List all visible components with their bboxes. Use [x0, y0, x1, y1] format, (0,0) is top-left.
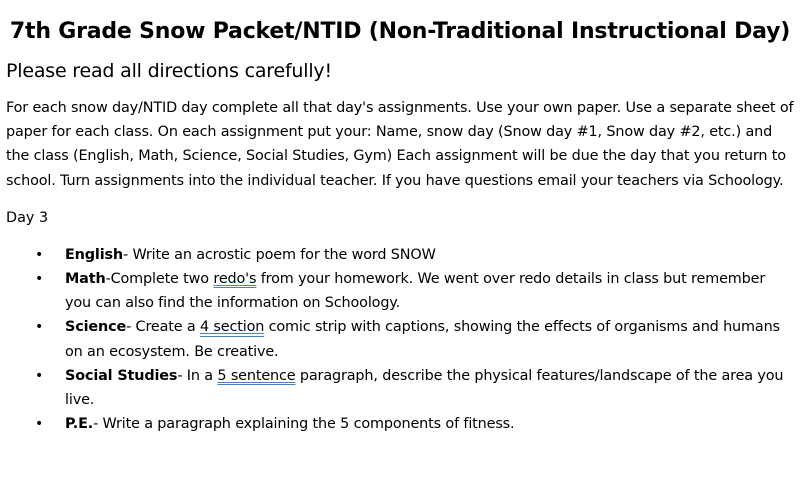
assignment-text: - Write an acrostic poem for the word SNOW [123, 246, 436, 263]
bullet-icon: • [35, 319, 44, 336]
bullet-icon: • [35, 367, 44, 384]
directions-heading: Please read all directions carefully! [6, 60, 332, 82]
assignment-pe [6, 412, 794, 436]
subject-label: P.E. [65, 416, 94, 433]
assignment-text: -Complete two [105, 271, 214, 288]
flagged-word: redo's [213, 271, 257, 288]
subject-label: Math [65, 271, 106, 288]
assignment-math [6, 267, 794, 315]
assignment-list [6, 243, 794, 437]
subject-label: English [65, 246, 124, 263]
bullet-icon: • [35, 271, 44, 288]
assignment-science [6, 315, 794, 363]
assignment-social-studies [6, 364, 794, 412]
assignment-english [6, 243, 794, 267]
bullet-icon: • [35, 246, 44, 263]
assignment-text: comic strip with captions, showing the effects of organisms and humans on an ecosystem. Be creative. [65, 319, 780, 360]
intro-paragraph: For each snow day/NTID day complete all that day's assignments. Use your own paper. Use a separate sheet of paper for each class. On each assignment put your: Name, snow day (Snow day #1, Snow day #2, etc.) and the class (English, Math, Science, Social Studies, Gym) Each assignment will be due the day that you return to school. Turn assignments into the individual teacher. If you have questions email your teachers via Schoology. [6, 100, 794, 189]
flagged-word: 5 sentence [217, 367, 296, 384]
subject-label: Social Studies [65, 367, 178, 384]
day-label: Day 3 [6, 209, 49, 226]
assignment-text: - Create a [126, 319, 200, 336]
document-title: 7th Grade Snow Packet/NTID (Non-Traditional Instructional Day) [9, 19, 791, 44]
subject-label: Science [65, 319, 127, 336]
flagged-word: 4 section [199, 319, 265, 336]
bullet-icon: • [35, 416, 44, 433]
assignment-text: - Write a paragraph explaining the 5 components of fitness. [93, 416, 515, 433]
assignment-text: paragraph, describe the physical features/landscape of the area you live. [65, 367, 784, 409]
assignment-text: - In a [177, 367, 218, 384]
assignment-text: from your homework. We went over redo details in class but remember you can also find the information on Schoology. [65, 271, 766, 312]
